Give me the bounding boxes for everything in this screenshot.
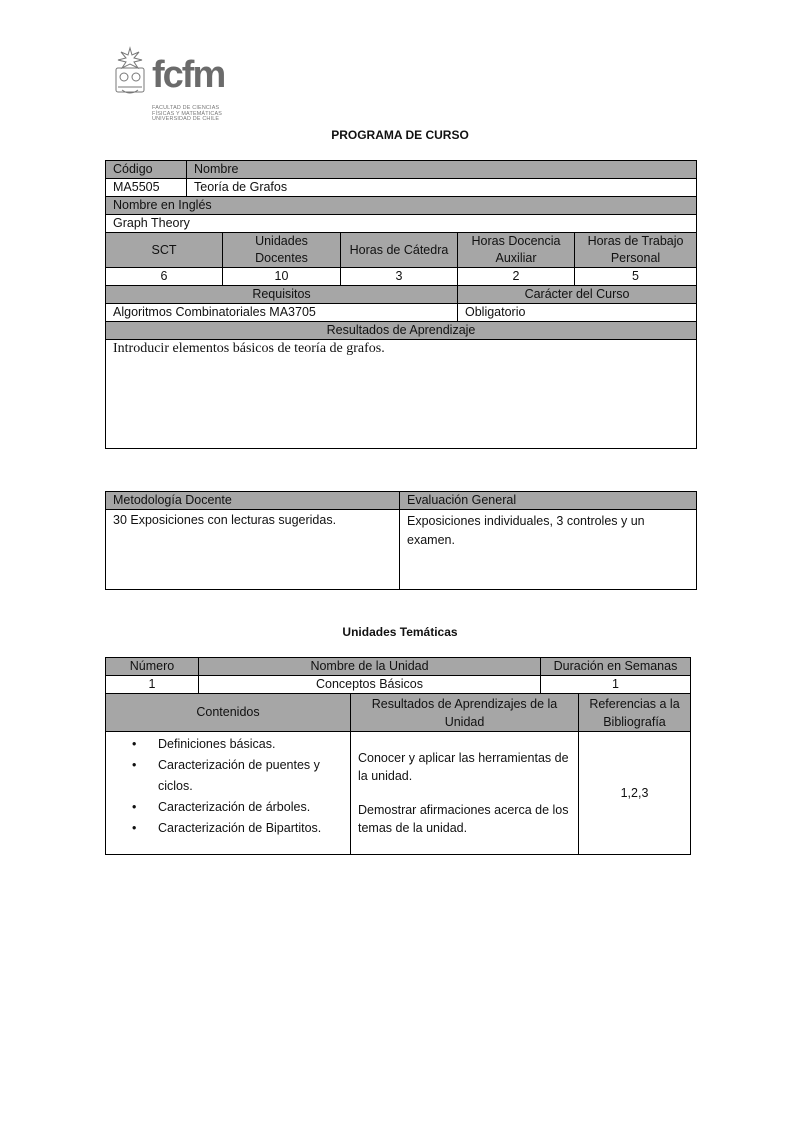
results-header: Resultados de Aprendizajes de la Unidad	[351, 694, 579, 732]
outcomes-header: Resultados de Aprendizaje	[106, 322, 697, 340]
logo-wordmark: fcfm	[152, 54, 225, 96]
personal-hours-value: 5	[575, 268, 697, 286]
sct-header: SCT	[106, 233, 223, 268]
outcomes-text: Introducir elementos básicos de teoría de grafos.	[106, 340, 697, 449]
units-title: Unidades Temáticas	[342, 625, 458, 639]
contents-header: Contenidos	[106, 694, 351, 732]
personal-hours-header: Horas de Trabajo Personal	[575, 233, 697, 268]
number-header: Número	[106, 658, 199, 676]
methodology-header: Metodología Docente	[106, 492, 400, 510]
character-header: Carácter del Curso	[458, 286, 697, 304]
units-value: 10	[223, 268, 341, 286]
duration-header: Duración en Semanas	[541, 658, 691, 676]
evaluation-text: Exposiciones individuales, 3 controles y un examen.	[400, 510, 697, 590]
requisites-header: Requisitos	[106, 286, 458, 304]
english-name: Graph Theory	[106, 215, 697, 233]
methodology-text: 30 Exposiciones con lecturas sugeridas.	[106, 510, 400, 590]
methodology-table	[105, 491, 697, 590]
course-table	[105, 160, 697, 449]
fcfm-logo	[112, 44, 242, 130]
list-item: • Caracterización de puentes y ciclos.	[110, 755, 346, 797]
logo-subtitle: FACULTAD DE CIENCIAS FÍSICAS Y MATEMÁTICAS UNIVERSIDAD DE CHILE	[152, 105, 223, 123]
result-item: Demostrar afirmaciones acerca de los temas de la unidad.	[358, 803, 569, 835]
references-value: 1,2,3	[579, 732, 691, 855]
unit-name: Conceptos Básicos	[199, 676, 541, 694]
code-header: Código	[106, 161, 187, 179]
unit-duration: 1	[541, 676, 691, 694]
result-item: Conocer y aplicar las herramientas de la unidad.	[358, 751, 569, 783]
lecture-hours-header: Horas de Cátedra	[341, 233, 458, 268]
units-header: Unidades Docentes	[223, 233, 341, 268]
unit-number: 1	[106, 676, 199, 694]
unit-name-header: Nombre de la Unidad	[199, 658, 541, 676]
sct-value: 6	[106, 268, 223, 286]
course-code: MA5505	[106, 179, 187, 197]
university-crest-icon	[112, 46, 148, 98]
units-table	[105, 657, 691, 855]
requisites-value: Algoritmos Combinatoriales MA3705	[106, 304, 458, 322]
evaluation-header: Evaluación General	[400, 492, 697, 510]
character-value: Obligatorio	[458, 304, 697, 322]
name-header: Nombre	[187, 161, 697, 179]
list-item: • Caracterización de Bipartitos.	[110, 818, 346, 839]
list-item: • Definiciones básicas.	[110, 734, 346, 755]
list-item: • Caracterización de árboles.	[110, 797, 346, 818]
references-header: Referencias a la Bibliografía	[579, 694, 691, 732]
aux-hours-header: Horas Docencia Auxiliar	[458, 233, 575, 268]
english-name-header: Nombre en Inglés	[106, 197, 697, 215]
contents-cell	[106, 732, 351, 855]
results-cell	[351, 732, 579, 855]
contents-list	[110, 734, 346, 839]
course-name: Teoría de Grafos	[187, 179, 697, 197]
page-title: PROGRAMA DE CURSO	[331, 128, 469, 142]
lecture-hours-value: 3	[341, 268, 458, 286]
aux-hours-value: 2	[458, 268, 575, 286]
